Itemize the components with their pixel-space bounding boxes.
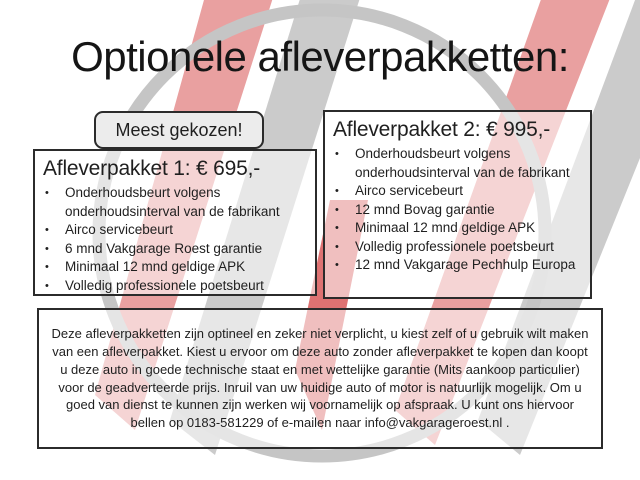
footer-note-text: Deze afleverpakketten zijn optineel en zeker niet verplicht, u kiest zelf of u gebruik wilt maken van een afleverpakket. Kiest u ervoor om deze auto zonder afleverpakket te kopen dan koopt u deze auto in goede technische staat en met wettelijke garantie (Mits aankoop particulier) voor de geadverteerde prijs. Inruil van uw huidige auto of motor is natuurlijk mogelijk. Om u goed van dienst te kunnen zijn werken wij voornamelijk op afspraak. U kunt ons hiervoor bellen op 0183-581229 of e-mailen naar info@vakgarageroest.nl . (51, 325, 589, 431)
package-2-heading: Afleverpakket 2: € 995,- (333, 118, 550, 141)
bullet-item-text: Airco servicebeurt (65, 222, 174, 237)
bullet-item (333, 256, 582, 275)
bullet-item (43, 184, 307, 221)
bullet-dot-icon: • (45, 224, 49, 236)
package-card-1 (33, 149, 317, 296)
bullet-item-text: Onderhoudsbeurt volgens onderhoudsinterval van de fabrikant (65, 185, 280, 219)
bullet-dot-icon: • (45, 187, 49, 199)
bullet-dot-icon: • (335, 240, 339, 253)
bullet-item-text: Volledig professionele poetsbeurt (355, 238, 554, 254)
page-title: Optionele afleverpakketten: (71, 33, 569, 80)
footer-note-box (37, 308, 603, 449)
bullet-item (333, 238, 582, 257)
bullet-item-text: 12 mnd Vakgarage Pechhulp Europa (355, 257, 576, 272)
bullet-dot-icon: • (335, 259, 339, 271)
package-card-2 (323, 110, 592, 299)
bullet-item (43, 258, 307, 277)
bullet-item-text: Minimaal 12 mnd geldige APK (65, 259, 246, 274)
bullet-item (333, 219, 582, 238)
bullet-item-text: Onderhoudsbeurt volgens onderhoudsinterval van de fabrikant (355, 146, 570, 180)
most-chosen-badge (94, 111, 264, 149)
bullet-dot-icon: • (45, 261, 49, 273)
package-1-heading: Afleverpakket 1: € 695,- (43, 157, 260, 180)
bullet-item-text: 12 mnd Bovag garantie (355, 201, 495, 217)
bullet-dot-icon: • (45, 242, 49, 255)
bullet-item (43, 240, 307, 259)
package-1-bullet-list (43, 184, 307, 295)
bullet-item-text: Minimaal 12 mnd geldige APK (355, 220, 536, 235)
bullet-item (43, 221, 307, 240)
package-2-bullet-list (333, 145, 582, 275)
bullet-item (333, 145, 582, 182)
bullet-item (333, 201, 582, 220)
bullet-item (333, 182, 582, 201)
bullet-dot-icon: • (335, 148, 339, 160)
bullet-item-text: 6 mnd Vakgarage Roest garantie (65, 240, 263, 256)
bullet-item-text: Volledig professionele poetsbeurt (65, 277, 264, 293)
most-chosen-badge-label: Meest gekozen! (115, 119, 243, 140)
bullet-item (43, 277, 307, 296)
bullet-dot-icon: • (335, 185, 339, 197)
bullet-dot-icon: • (45, 279, 49, 292)
bullet-dot-icon: • (335, 222, 339, 234)
bullet-dot-icon: • (335, 203, 339, 216)
bullet-item-text: Airco servicebeurt (355, 183, 464, 198)
